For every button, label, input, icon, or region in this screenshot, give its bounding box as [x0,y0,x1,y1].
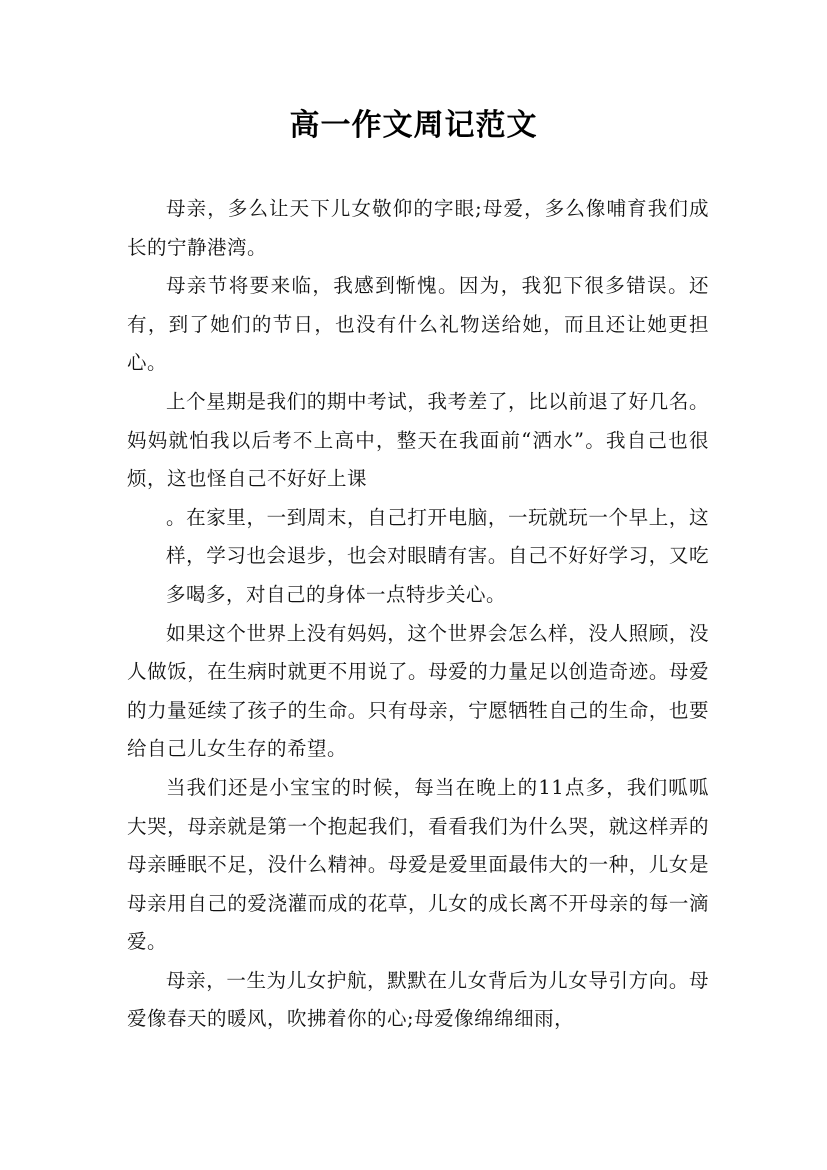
paragraph-5: 如果这个世界上没有妈妈，这个世界会怎么样，没人照顾，没人做饭，在生病时就更不用说了。母爱的力量足以创造奇迹。母爱的力量延续了孩子的生命。只有母亲，宁愿牺牲自己的生命，也要给自己儿女生存的希望。 [127,621,709,761]
paragraph-3: 上个星期是我们的期中考试，我考差了，比以前退了好几名。妈妈就怕我以后考不上高中，整天在我面前“洒水”。我自己也很烦，这也怪自己不好好上课 [127,389,709,491]
paragraph-2: 母亲节将要来临，我感到惭愧。因为，我犯下很多错误。还有，到了她们的节日，也没有什么礼物送给她，而且还让她更担心。 [127,274,709,375]
paragraph-1: 母亲，多么让天下儿女敬仰的字眼;母爱，多么像哺育我们成长的宁静港湾。 [127,197,709,259]
document-body [127,190,709,1039]
paragraph-7: 母亲，一生为儿女护航，默默在儿女背后为儿女导引方向。母爱像春天的暖风，吹拂着你的心;母爱像绵绵细雨， [127,968,709,1031]
paragraph-4: 。在家里，一到周末，自己打开电脑，一玩就玩一个早上，这样，学习也会退步，也会对眼睛有害。自己不好好学习，又吃多喝多，对自己的身体一点特步关心。 [166,505,709,606]
paragraph-6: 当我们还是小宝宝的时候，每当在晚上的11点多，我们呱呱大哭，母亲就是第一个抱起我们，看看我们为什么哭，就这样弄的母亲睡眠不足，没什么精神。母爱是爱里面最伟大的一种，儿女是母亲用自己的爱浇灌而成的花草，儿女的成长离不开母亲的每一滴爱。 [127,775,709,954]
document-title: 高一作文周记范文 [289,108,538,143]
